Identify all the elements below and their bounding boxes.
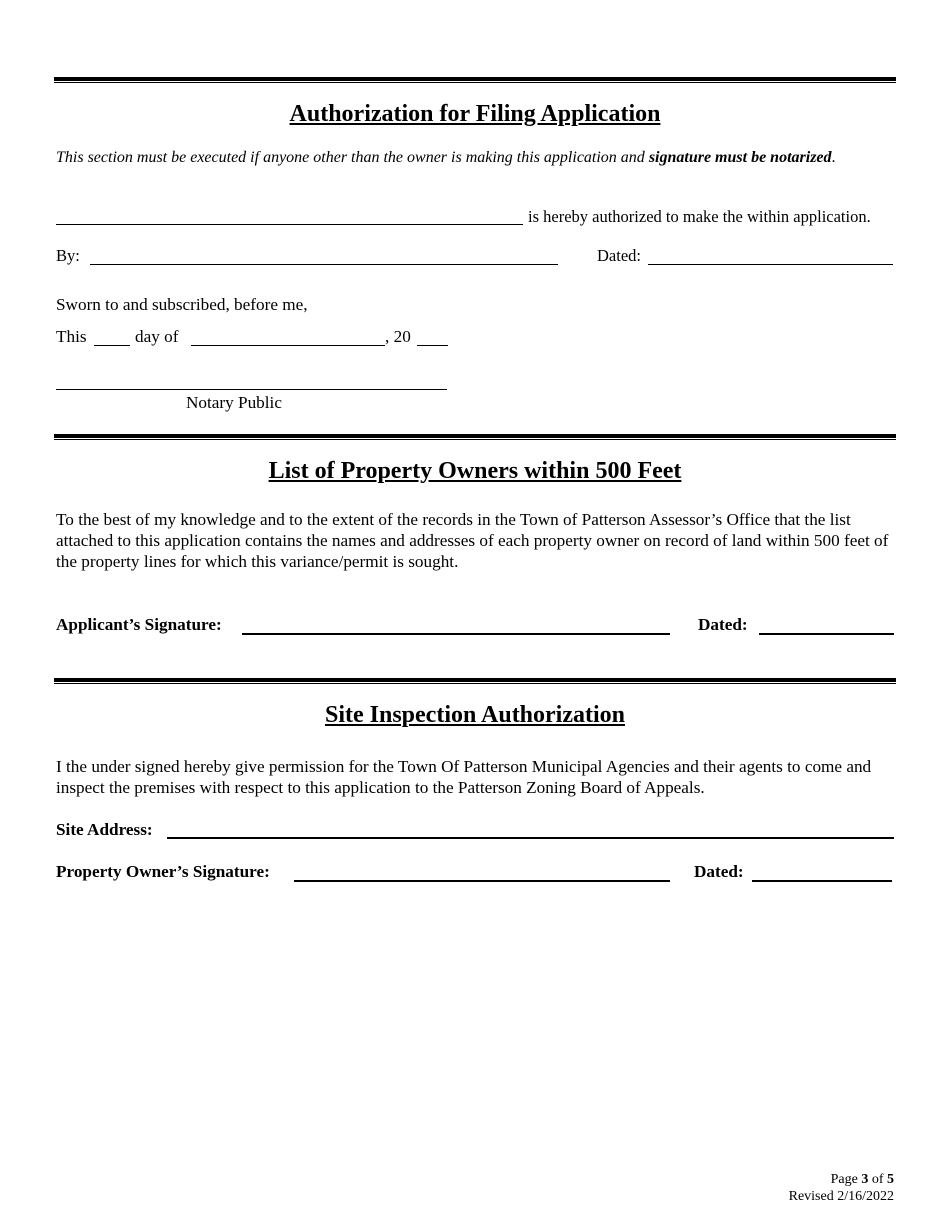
- day-of-label: day of: [135, 327, 179, 346]
- auth-dated-label: Dated:: [597, 246, 641, 265]
- applicant-signature-field[interactable]: [242, 633, 670, 635]
- section-divider: [54, 678, 896, 684]
- owner-signature-label: Property Owner’s Signature:: [56, 862, 270, 881]
- year-field[interactable]: [417, 345, 448, 346]
- notary-signature-field[interactable]: [56, 389, 447, 390]
- section-divider: [54, 434, 896, 440]
- site-title: Site Inspection Authorization: [324, 702, 626, 728]
- owner-signature-field[interactable]: [294, 880, 670, 882]
- site-address-label: Site Address:: [56, 820, 153, 839]
- applicant-signature-label: Applicant’s Signature:: [56, 615, 222, 634]
- owner-dated-field[interactable]: [752, 880, 892, 882]
- by-label: By:: [56, 246, 80, 265]
- applicant-dated-field[interactable]: [759, 633, 894, 635]
- by-signature-field[interactable]: [90, 264, 558, 265]
- site-address-field[interactable]: [167, 837, 894, 839]
- site-paragraph: I the under signed hereby give permission for the Town Of Patterson Municipal Agencies and their agents to come and inspect the premises with respect to this application to the Patterson Zoning Board of Appeals.: [56, 757, 872, 797]
- month-field[interactable]: [191, 345, 385, 346]
- authorization-title: Authorization for Filing Application: [289, 101, 661, 127]
- auth-dated-field[interactable]: [648, 264, 893, 265]
- sworn-text: Sworn to and subscribed, before me,: [56, 295, 308, 314]
- authorized-person-field[interactable]: [56, 224, 523, 225]
- notary-label: Notary Public: [186, 393, 282, 412]
- year-prefix: , 20: [385, 327, 411, 346]
- day-field[interactable]: [94, 345, 130, 346]
- applicant-dated-label: Dated:: [698, 615, 748, 634]
- notarize-note: This section must be executed if anyone other than the owner is making this application and signature must be notarized.: [56, 149, 836, 166]
- authorized-text: is hereby authorized to make the within application.: [528, 207, 871, 226]
- owners-paragraph: To the best of my knowledge and to the extent of the records in the Town of Patterson Assessor’s Office that the list attached to this application contains the names and addresses of each property owner on record of land within 500 feet of the property lines for which this variance/permit is sought.: [56, 510, 889, 571]
- section-divider: [54, 77, 896, 83]
- owners-title: List of Property Owners within 500 Feet: [268, 458, 682, 484]
- revised-date: Revised 2/16/2022: [788, 1189, 894, 1204]
- owner-dated-label: Dated:: [694, 862, 744, 881]
- this-label: This: [56, 327, 87, 346]
- page-number: Page 3 of 5: [830, 1172, 894, 1187]
